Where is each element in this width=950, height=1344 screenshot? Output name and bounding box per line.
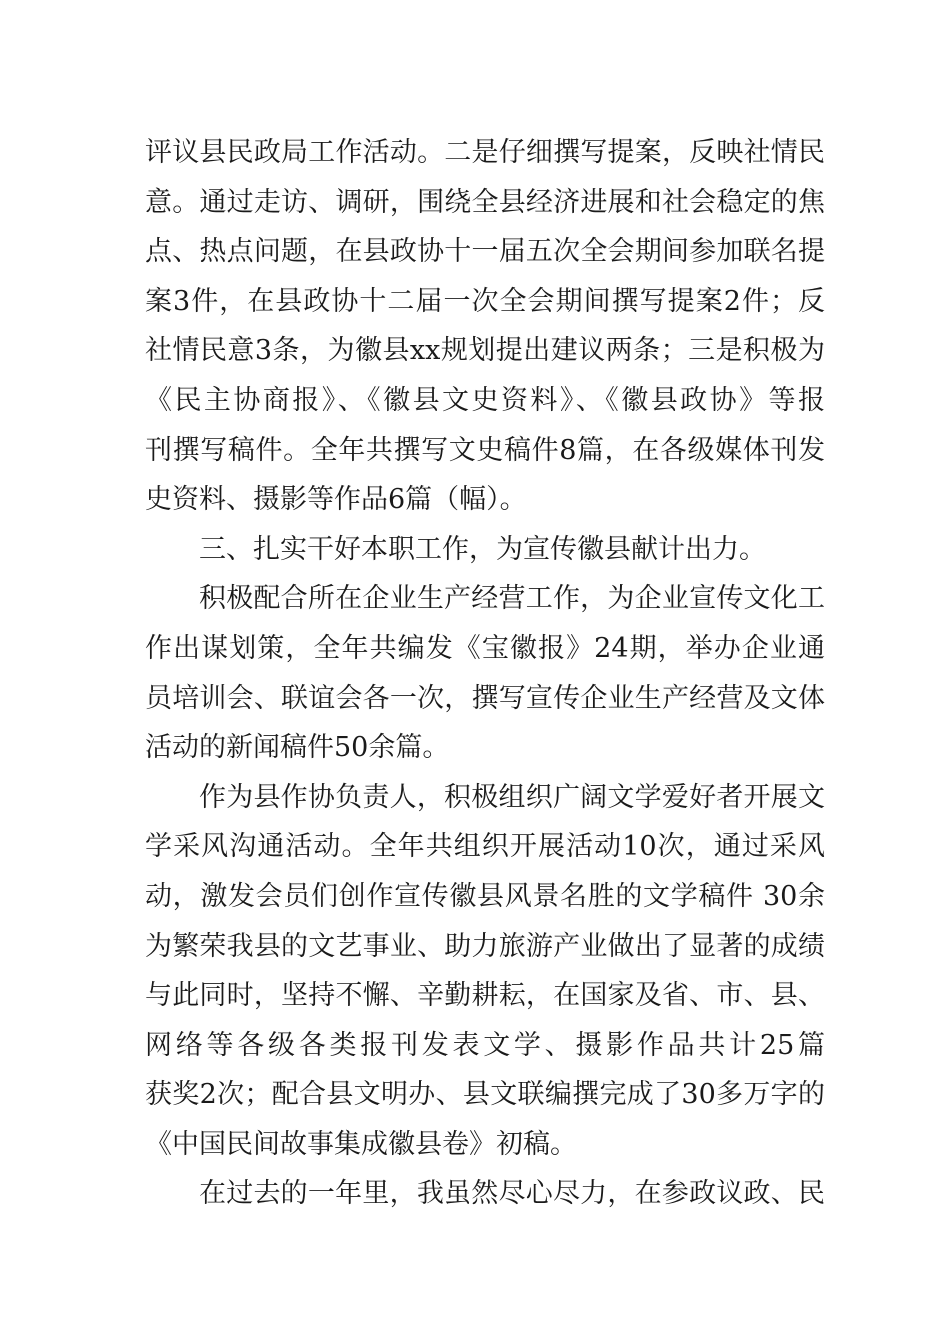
paragraph-first-line: 作为县作协负责人，积极组织广阔文学爱好者开展文 <box>199 781 825 813</box>
text-line: 获奖2次；配合县文明办、县文联编撰完成了30多万字的 <box>145 1079 825 1111</box>
text-line: 评议县民政局工作活动。二是仔细撰写提案，反映社情民 <box>145 137 825 168</box>
text-line: 员培训会、联谊会各一次，撰写宣传企业生产经营及文体 <box>145 682 825 714</box>
section-heading: 三、扎实干好本职工作，为宣传徽县献计出力。 <box>199 533 766 565</box>
document-body <box>145 128 825 1219</box>
text-line: 史资料、摄影等作品6篇（幅）。 <box>145 484 527 516</box>
paragraph-first-line: 积极配合所在企业生产经营工作，为企业宣传文化工 <box>199 583 825 615</box>
text-line: 《中国民间故事集成徽县卷》初稿。 <box>145 1128 577 1160</box>
text-line: 作出谋划策，全年共编发《宝徽报》24期，举办企业通 <box>145 632 825 664</box>
text-line: 刊撰写稿件。全年共撰写文史稿件8篇，在各级媒体刊发 <box>145 434 825 466</box>
text-line: 网络等各级各类报刊发表文学、摄影作品共计25篇 <box>145 1029 825 1061</box>
text-line: 《民主协商报》、《徽县文史资料》、《徽县政协》等报 <box>145 384 825 416</box>
text-line: 动，激发会员们创作宣传徽县风景名胜的文学稿件 30余 <box>145 880 825 912</box>
text-line: 点、热点问题，在县政协十一届五次全会期间参加联名提 <box>145 236 825 268</box>
text-line: 与此同时，坚持不懈、辛勤耕耘，在国家及省、市、县、 <box>145 980 825 1012</box>
text-line: 案3件，在县政协十二届一次全会期间撰写提案2件；反 <box>145 285 825 317</box>
text-line: 为繁荣我县的文艺事业、助力旅游产业做出了显著的成绩 <box>145 930 825 962</box>
text-line: 意。通过走访、调研，围绕全县经济进展和社会稳定的焦 <box>145 186 825 218</box>
paragraph-first-line: 在过去的一年里，我虽然尽心尽力，在参政议政、民 <box>199 1178 825 1210</box>
text-line: 学采风沟通活动。全年共组织开展活动10次，通过采风 <box>145 831 825 863</box>
text-line: 社情民意3条，为徽县xx规划提出建议两条；三是积极为 <box>145 335 825 367</box>
text-line: 活动的新闻稿件50余篇。 <box>145 732 450 764</box>
